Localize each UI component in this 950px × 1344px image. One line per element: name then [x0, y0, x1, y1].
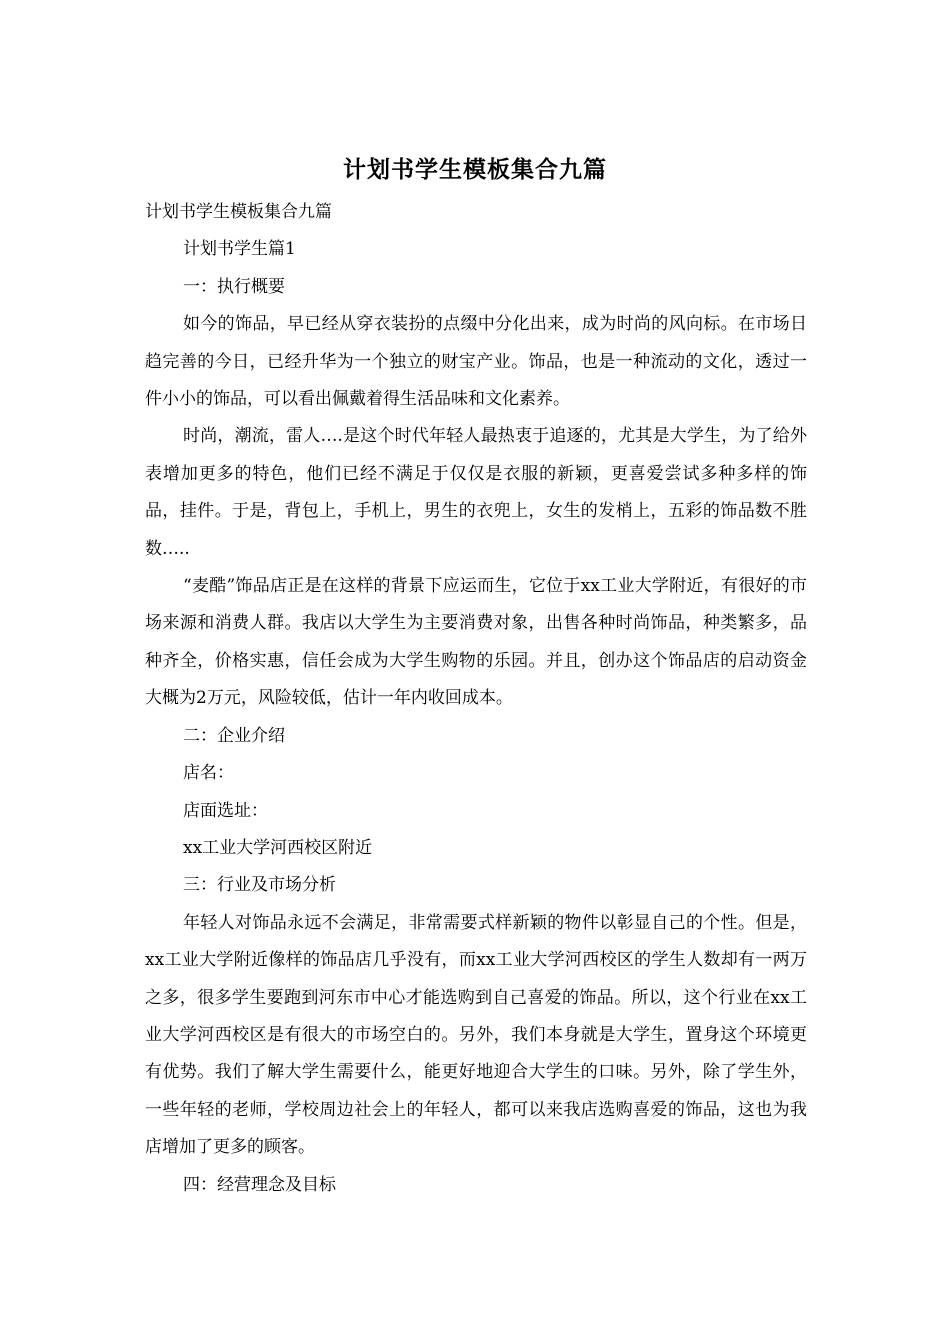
document-title: 计划书学生模板集合九篇	[343, 156, 607, 183]
paragraph: 一：执行概要	[183, 276, 285, 297]
paragraph: 计划书学生模板集合九篇	[145, 202, 332, 222]
paragraph: “麦酷”饰品店正是在这样的背景下应运而生，它位于xx工业大学附近，有很好的市场来源和消费人群。我店以大学生为主要消费对象，出售各种时尚饰品，种类繁多，品种齐全，价格实惠，信任会成为大学生购物的乐园。并且，创办这个饰品店的启动资金大概为2万元，风险较低，估计一年内收回成本。	[145, 576, 807, 709]
document-body	[145, 194, 807, 1204]
paragraph: 店面选址：	[183, 800, 268, 821]
paragraph: 三：行业及市场分析	[183, 875, 336, 896]
paragraph: 计划书学生篇1	[183, 239, 296, 260]
paragraph: 如今的饰品，早已经从穿衣装扮的点缀中分化出来，成为时尚的风向标。在市场日趋完善的今日，已经升华为一个独立的财宝产业。饰品，也是一种流动的文化，透过一件小小的饰品，可以看出佩戴着得生活品味和文化素养。	[145, 314, 807, 410]
paragraph: 时尚，潮流，雷人….是这个时代年轻人最热衷于追逐的，尤其是大学生，为了给外表增加更多的特色，他们已经不满足于仅仅是衣服的新颖，更喜爱尝试多种多样的饰品，挂件。于是，背包上，手机上，男生的衣兜上，女生的发梢上，五彩的饰品数不胜数…..	[145, 426, 807, 559]
paragraph: 店名：	[183, 763, 234, 784]
paragraph: 年轻人对饰品永远不会满足，非常需要式样新颖的物件以彰显自己的个性。但是，xx工业大学附近像样的饰品店几乎没有，而xx工业大学河西校区的学生人数却有一两万之多，很多学生要跑到河东市中心才能选购到自己喜爱的饰品。所以，这个行业在xx工业大学河西校区是有很大的市场空白的。另外，我们本身就是大学生，置身这个环境更有优势。我们了解大学生需要什么，能更好地迎合大学生的口味。另外，除了学生外，一些年轻的老师，学校周边社会上的年轻人，都可以来我店选购喜爱的饰品，这也为我店增加了更多的顾客。	[145, 912, 807, 1158]
paragraph: 四：经营理念及目标	[183, 1174, 336, 1195]
paragraph: 二：企业介绍	[183, 725, 285, 746]
paragraph: xx工业大学河西校区附近	[183, 837, 373, 858]
